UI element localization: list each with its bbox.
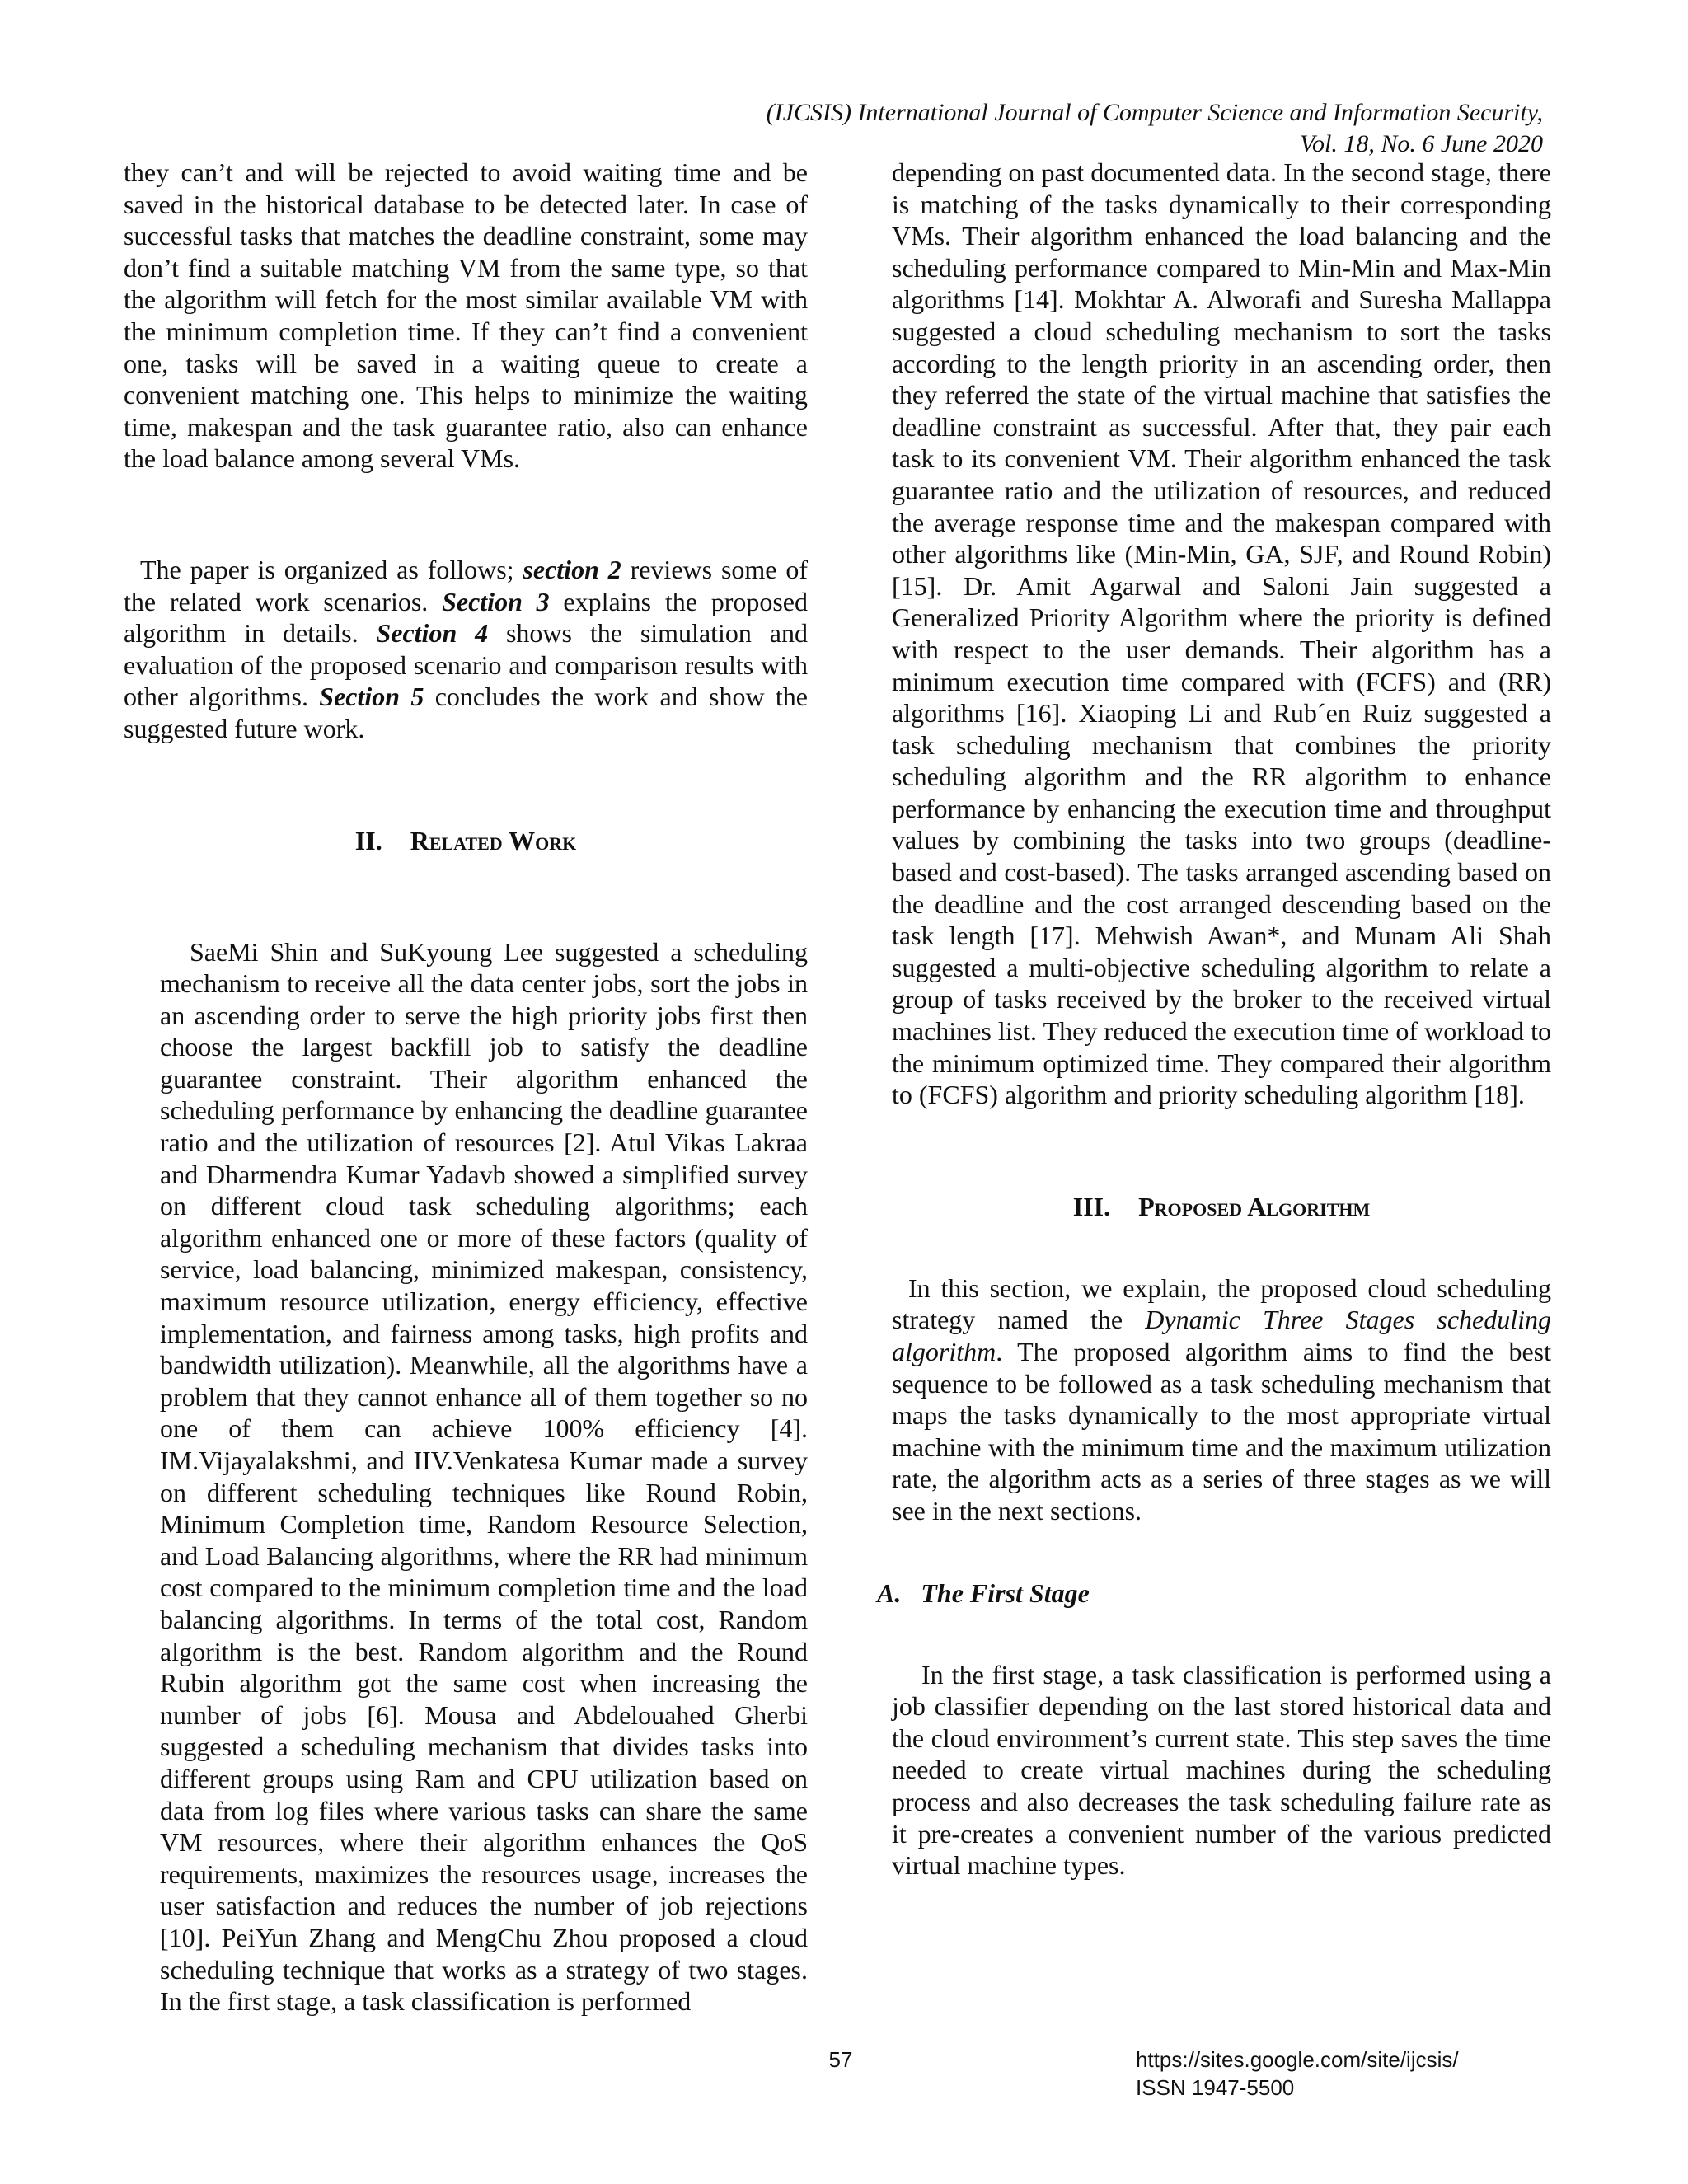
subsection-a-label: A. xyxy=(877,1577,902,1608)
page-number: 57 xyxy=(828,2047,853,2072)
algorithm-name: Dynamic Three Stages scheduling algorithm xyxy=(892,1305,1552,1366)
subsection-a-title: The First Stage xyxy=(921,1577,1090,1608)
section-2-number: II. xyxy=(354,825,382,855)
section-3-heading xyxy=(892,1190,1551,1223)
footer-url: https://sites.google.com/site/ijcsis/ xyxy=(1136,2047,1459,2072)
journal-header xyxy=(554,97,1543,160)
section-ref-2: section 2 xyxy=(523,554,621,584)
footer-info xyxy=(1136,2046,1548,2102)
left-column xyxy=(124,157,808,2018)
journal-volume: Vol. 18, No. 6 June 2020 xyxy=(1300,130,1543,157)
left-paragraph-3: SaeMi Shin and SuKyoung Lee suggested a scheduling mechanism to receive all the data center jobs, sort the jobs in an ascending order to serve the high priority jobs first then choose the largest backfill job to satisfy the deadline guarantee constraint. Their algorithm enhanced the scheduling performance by enhancing the deadline guarantee ratio and the utilization of resources [2]. Atul Vikas Lakraa and Dharmendra Kumar Yadavb showed a simplified survey on different cloud task scheduling algorithms; each algorithm enhanced one or more of these factors (quality of service, load balancing, minimized makespan, consistency, maximum resource utilization, energy efficiency, effective implementation, and fairness among tasks, high profits and bandwidth utilization). Meanwhile, all the algorithms have a problem that they cannot enhance all of them together so no one of them can achieve 100% efficiency [4]. IM.Vijayalakshmi, and IIV.Venkatesa Kumar made a survey on different scheduling techniques like Round Robin, Minimum Completion time, Random Resource Selection, and Load Balancing algorithms, where the RR had minimum cost compared to the minimum completion time and the load balancing algorithms. In terms of the total cost, Random algorithm is the best. Random algorithm and the Round Rubin algorithm got the same cost when increasing the number of jobs [6]. Mousa and Abdelouahed Gherbi suggested a scheduling mechanism that divides tasks into different groups using Ram and CPU utilization based on data from log files where various tasks can share the same VM resources, where their algorithm enhances the QoS requirements, maximizes the resources usage, increases the user satisfaction and reduces the number of job rejections [10]. PeiYun Zhang and MengChu Zhou proposed a cloud scheduling technique that works as a strategy of two stages. In the first stage, a task classification is performed xyxy=(160,936,808,2017)
section-ref-3: Section 3 xyxy=(442,586,550,616)
section-ref-5: Section 5 xyxy=(319,682,424,712)
section-3-title: Proposed Algorithm xyxy=(1138,1191,1371,1221)
section-ref-4: Section 4 xyxy=(376,618,489,649)
left-paragraph-1: they can’t and will be rejected to avoid waiting time and be saved in the historical database to be detected later. In case of successful tasks that matches the deadline constraint, some may don’t find a suitable matching VM from the same type, so that the algorithm will fetch for the most similar available VM with the minimum completion time. If they can’t find a convenient one, tasks will be saved in a waiting queue to create a convenient matching one. This helps to minimize the waiting time, makespan and the task guarantee ratio, also can enhance the load balance among several VMs. xyxy=(124,157,808,474)
right-paragraph-1: depending on past documented data. In the second stage, there is matching of the tasks dynamically to their corresponding VMs. Their algorithm enhanced the load balancing and the scheduling performance compared to Min-Min and Max-Min algorithms [14]. Mokhtar A. Alworafi and Suresha Mallappa suggested a cloud scheduling mechanism to sort the tasks according to the length priority in an ascending order, then they referred the state of the virtual machine that satisfies the deadline constraint as successful. After that, they pair each task to its convenient VM. Their algorithm enhanced the task guarantee ratio and the utilization of resources, and reduced the average response time and the makespan compared with other algorithms like (Min-Min, GA, SJF, and Round Robin) [15]. Dr. Amit Agarwal and Saloni Jain suggested a Generalized Priority Algorithm where the priority is defined with respect to the user demands. Their algorithm has a minimum execution time compared with (FCFS) and (RR) algorithms [16]. Xiaoping Li and Rub´en Ruiz suggested a task scheduling mechanism that combines the priority scheduling algorithm and the RR algorithm to enhance performance by enhancing the execution time and throughput values by combining the tasks into two groups (deadline-based and cost-based). The tasks arranged ascending based on the deadline and the cost arranged descending based on the task length [17]. Mehwish Awan*, and Munam Ali Shah suggested a multi-objective scheduling algorithm to relate a group of tasks received by the broker to the received virtual machines list. They reduced the execution time of workload to the minimum optimized time. They compared their algorithm to (FCFS) algorithm and priority scheduling algorithm [18]. xyxy=(892,157,1551,1110)
left-paragraph-2: The paper is organized as follows; section 2 reviews some of the related work scenarios. Section 3 explains the proposed algorithm in details. Section 4 shows the simulation and evaluation of the proposed scenario and comparison results with other algorithms. Section 5 concludes the work and show the suggested future work. xyxy=(124,554,809,743)
right-paragraph-2: In this section, we explain, the proposed cloud scheduling strategy named the Dynamic Three Stages scheduling algorithm. The proposed algorithm aims to find the best sequence to be followed as a task scheduling mechanism that maps the tasks dynamically to the most appropriate virtual machine with the minimum time and the maximum utilization rate, the algorithm acts as a series of three stages as we will see in the next sections. xyxy=(892,1272,1552,1526)
section-2-heading xyxy=(124,824,808,857)
right-column xyxy=(877,157,1552,1882)
footer-issn: ISSN 1947-5500 xyxy=(1136,2075,1295,2100)
journal-title: (IJCSIS) International Journal of Computer Science and Information Security, xyxy=(766,99,1543,126)
section-3-number: III. xyxy=(1072,1191,1111,1221)
section-2-title: Related Work xyxy=(410,825,577,855)
right-paragraph-3: In the first stage, a task classification is performed using a job classifier depending on the last stored historical data and the cloud environment’s current state. This step saves the time needed to create virtual machines during the scheduling process and also decreases the task scheduling failure rate as it pre-creates a convenient number of the various predicted virtual machine types. xyxy=(892,1659,1551,1881)
subsection-a-heading xyxy=(877,1577,1551,1610)
